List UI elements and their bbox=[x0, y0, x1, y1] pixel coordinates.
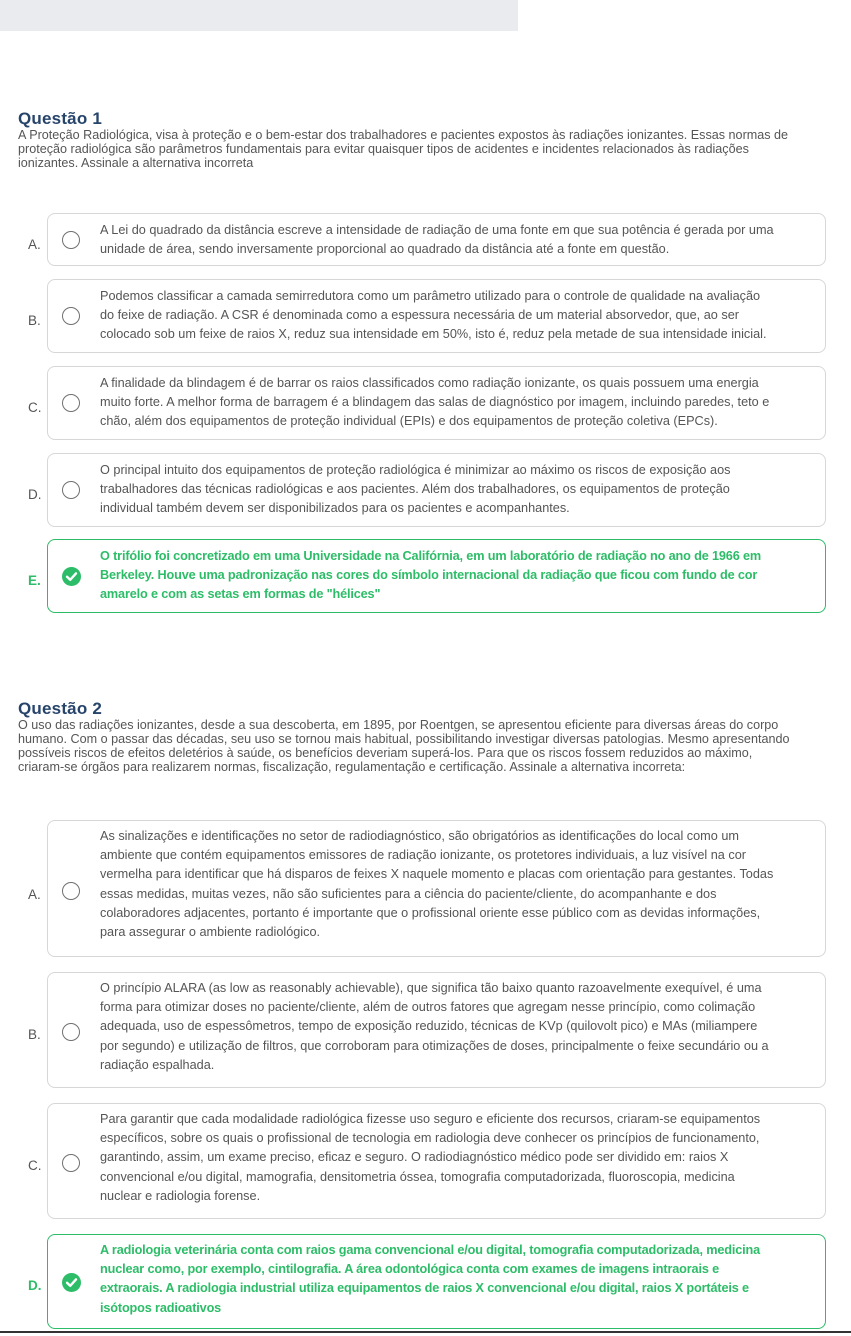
option-letter: B. bbox=[28, 1027, 41, 1042]
option-letter: C. bbox=[28, 1158, 42, 1173]
radio-button[interactable] bbox=[62, 1154, 80, 1172]
option-text: A finalidade da blindagem é de barrar os raios classificados como radiação ionizante, os quais possuem uma energia muito forte. A melhor forma de barragem é a blindagem das salas de diagnóstico por imagem, incluindo paredes, teto e chão, além dos equipamentos de proteção individual (EPIs) e dos equipamentos de proteção coletiva (EPCs). bbox=[100, 376, 770, 429]
option-text: A radiologia veterinária conta com raios gama convencional e/ou digital, tomografia computadorizada, medicina nuclear como, por exemplo, cintilografia. A área odontológica conta com exames de imagens intraorais e extraorais. A radiologia industrial utiliza equipamentos de raios X convencional e/ou digital, raios X portáteis e isótopos radioativos bbox=[100, 1243, 761, 1315]
q2-option-b[interactable] bbox=[47, 972, 826, 1088]
q1-option-e[interactable] bbox=[47, 539, 826, 613]
top-bar bbox=[0, 0, 518, 31]
option-letter: A. bbox=[28, 887, 41, 902]
question-2-title: Questão 2 bbox=[18, 699, 102, 718]
q2-option-c[interactable] bbox=[47, 1103, 826, 1219]
bottom-divider bbox=[0, 1331, 851, 1333]
option-letter: B. bbox=[28, 313, 41, 328]
option-letter: A. bbox=[28, 237, 41, 252]
option-letter: E. bbox=[28, 573, 41, 588]
option-text: Para garantir que cada modalidade radiológica fizesse uso seguro e eficiente dos recursos, criaram-se equipamentos específicos, sobre os quais o profissional de tecnologia em radiologia deve conhecer os princípios de funcionamento, garantindo, assim, um exame preciso, eficaz e seguro. O radiodiagnóstico médico pode ser dividido em: raios X convencional e/ou digital, mamografia, densitometria óssea, tomografia computadorizada, fluoroscopia, medicina nuclear e radiologia forense. bbox=[100, 1112, 761, 1203]
question-1-title: Questão 1 bbox=[18, 109, 102, 128]
option-letter: D. bbox=[28, 1278, 42, 1293]
option-text: As sinalizações e identificações no setor de radiodiagnóstico, são obrigatórios as identificações do local como um ambiente que contém equipamentos emissores de radiação ionizante, os protetores individuais, a luz visível na cor vermelha para identificar que há disparos de feixes X naquele momento e placas com orientação para gestantes. Todas essas medidas, muitas vezes, não são suficientes para a ciência do paciente/cliente, do acompanhante e dos colaboradores adjacentes, portanto é importante que o profissional oriente esse público com as devidas informações, para assegurar o ambiente radiológico. bbox=[100, 829, 774, 940]
radio-button[interactable] bbox=[62, 307, 80, 325]
radio-button[interactable] bbox=[62, 231, 80, 249]
q2-option-d[interactable] bbox=[47, 1234, 826, 1329]
option-letter: C. bbox=[28, 400, 42, 415]
q1-option-a[interactable] bbox=[47, 213, 826, 266]
question-1-text: A Proteção Radiológica, visa à proteção e o bem-estar dos trabalhadores e pacientes expostos às radiações ionizantes. Essas normas de proteção radiológica são parâmetros fundamentais para evitar quaisquer tipos de acidentes e incidentes relacionados às radiações ionizantes. Assinale a alternativa incorreta bbox=[18, 128, 789, 170]
option-text: A Lei do quadrado da distância escreve a intensidade de radiação de uma fonte em que sua potência é gerada por uma unidade de área, sendo inversamente proporcional ao quadrado da distância até a fonte em questão. bbox=[100, 223, 774, 257]
radio-button[interactable] bbox=[62, 394, 80, 412]
option-text: O princípio ALARA (as low as reasonably achievable), que significa tão baixo quanto razoavelmente exequível, é uma forma para otimizar doses no paciente/cliente, além de outros fatores que agregam nesse princípio, como colimação adequada, uso de espessômetros, tempo de exposição reduzido, técnicas de KVp (quilovolt pico) e MAs (miliampere por segundo) e utilização de filtros, que corroboram para otimizações de doses, principalmente o feixe secundário ou a radiação espalhada. bbox=[100, 981, 769, 1072]
option-text: O trifólio foi concretizado em uma Universidade na Califórnia, em um laboratório de radiação no ano de 1966 em Berkeley. Houve uma padronização nas cores do símbolo internacional da radiação que ficou com fundo de cor amarelo e com as setas em formas de "hélices" bbox=[100, 549, 762, 602]
q1-option-c[interactable] bbox=[47, 366, 826, 440]
radio-button[interactable] bbox=[62, 882, 80, 900]
q1-option-d[interactable] bbox=[47, 453, 826, 527]
check-circle-icon[interactable] bbox=[62, 567, 81, 586]
option-text: O principal intuito dos equipamentos de proteção radiológica é minimizar ao máximo os riscos de exposição aos trabalhadores das técnicas radiológicas e aos pacientes. Além dos trabalhadores, os equipamentos de proteção individual também devem ser disponibilizados para os pacientes e acompanhantes. bbox=[100, 463, 731, 516]
check-circle-icon[interactable] bbox=[62, 1273, 81, 1292]
q1-option-b[interactable] bbox=[47, 279, 826, 353]
radio-button[interactable] bbox=[62, 481, 80, 499]
option-letter: D. bbox=[28, 487, 42, 502]
question-2-text: O uso das radiações ionizantes, desde a sua descoberta, em 1895, por Roentgen, se apresentou eficiente para diversas áreas do corpo humano. Com o passar das décadas, seu uso se tornou mais habitual, possibilitando investigar diversas patologias. Mesmo apresentando possíveis riscos de efeitos deletérios à saúde, os benefícios deveriam superá-los. Para que os riscos fossem reduzidos ao máximo, criaram-se órgãos para realizarem normas, fiscalização, regulamentação e certificação. Assinale a alternativa incorreta: bbox=[18, 718, 790, 774]
q2-option-a[interactable] bbox=[47, 820, 826, 957]
option-text: Podemos classificar a camada semirredutora como um parâmetro utilizado para o controle de qualidade na avaliação do feixe de radiação. A CSR é denominada como a espessura necessária de um material absorvedor, que, ao ser colocado sob um feixe de raios X, reduz sua intensidade em 50%, isto é, reduz pela metade de sua intensidade inicial. bbox=[100, 289, 767, 342]
radio-button[interactable] bbox=[62, 1023, 80, 1041]
